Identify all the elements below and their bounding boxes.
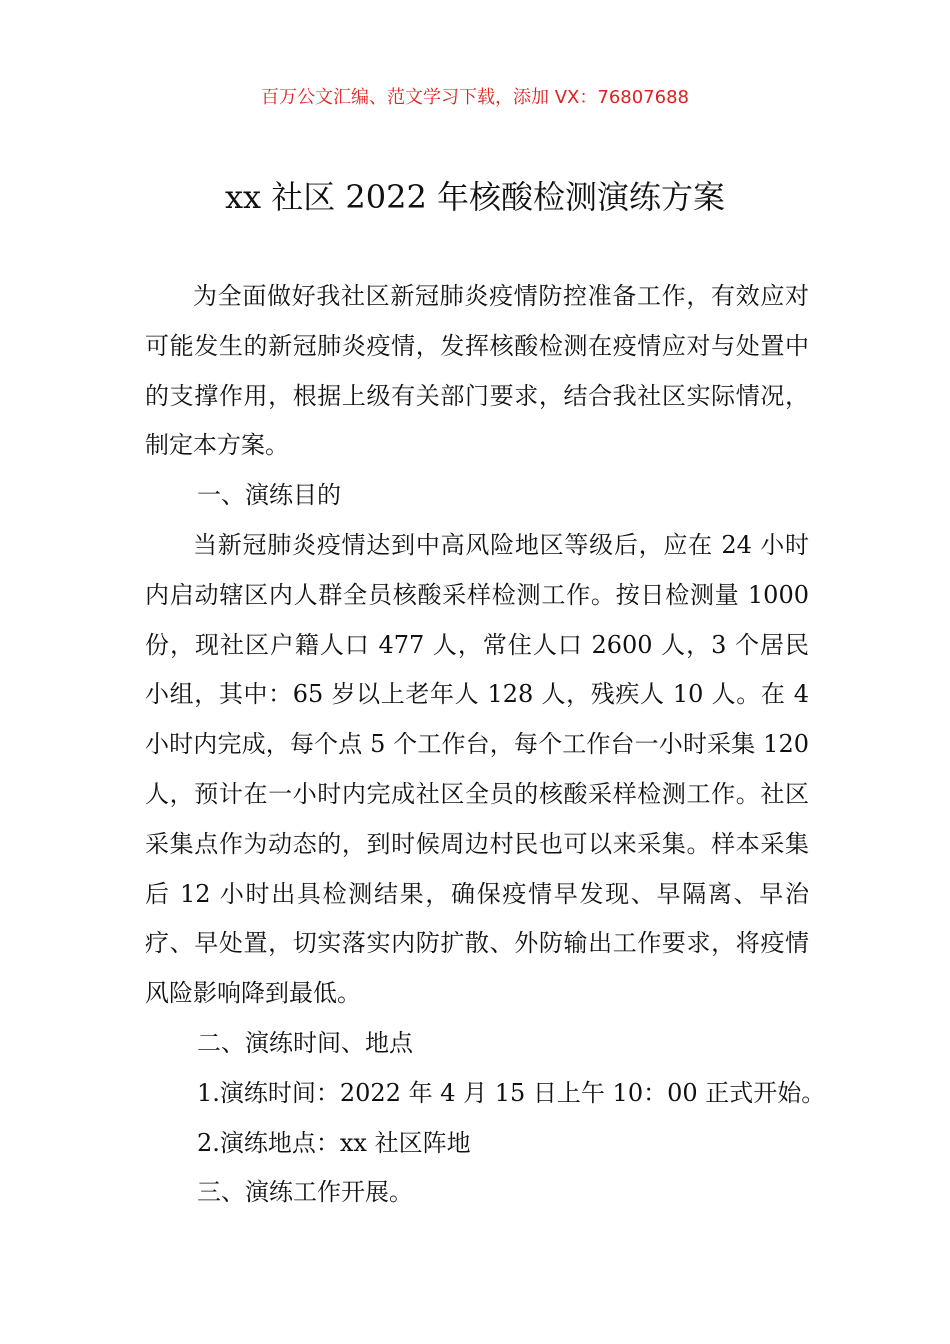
section-heading-purpose: 一、演练目的: [197, 481, 341, 510]
document-title: xx 社区 2022 年核酸检测演练方案: [224, 178, 726, 216]
intro-paragraph: 为全面做好我社区新冠肺炎疫情防控准备工作，有效应对可能发生的新冠肺炎疫情，发挥核酸检测在疫情应对与处置中的支撑作用，根据上级有关部门要求，结合我社区实际情况，制定本方案。: [145, 282, 809, 460]
section-heading-time-place: 二、演练时间、地点: [197, 1028, 413, 1057]
purpose-paragraph: 当新冠肺炎疫情达到中高风险地区等级后，应在 24 小时内启动辖区内人群全员核酸采样检测工作。按日检测量 1000 份，现社区户籍人口 477 人，常住人口 2600 人，3 个居民小组，其中：65 岁以上老年人 128 人，残疾人 10 人。在 4 小时内完成，每个点 5 个工作台，每个工作台一小时采集 120 人，预计在一小时内完成社区全员的核酸采样检测工作。社区采集点作为动态的，到时候周边村民也可以来采集。样本采集后 12 小时出具检测结果，确保疫情早发现、早隔离、早治疗、早处置，切实落实内防扩散、外防输出工作要求，将疫情风险影响降到最低。: [145, 530, 809, 1008]
drill-time-item: 1.演练时间：2022 年 4 月 15 日上午 10：00 正式开始。: [197, 1078, 826, 1107]
drill-place-item: 2.演练地点：xx 社区阵地: [197, 1128, 471, 1157]
section-heading-work: 三、演练工作开展。: [197, 1178, 413, 1207]
document-body: [145, 272, 826, 1218]
promo-banner: 百万公文汇编、范文学习下载，添加 VX：76807688: [261, 87, 689, 108]
